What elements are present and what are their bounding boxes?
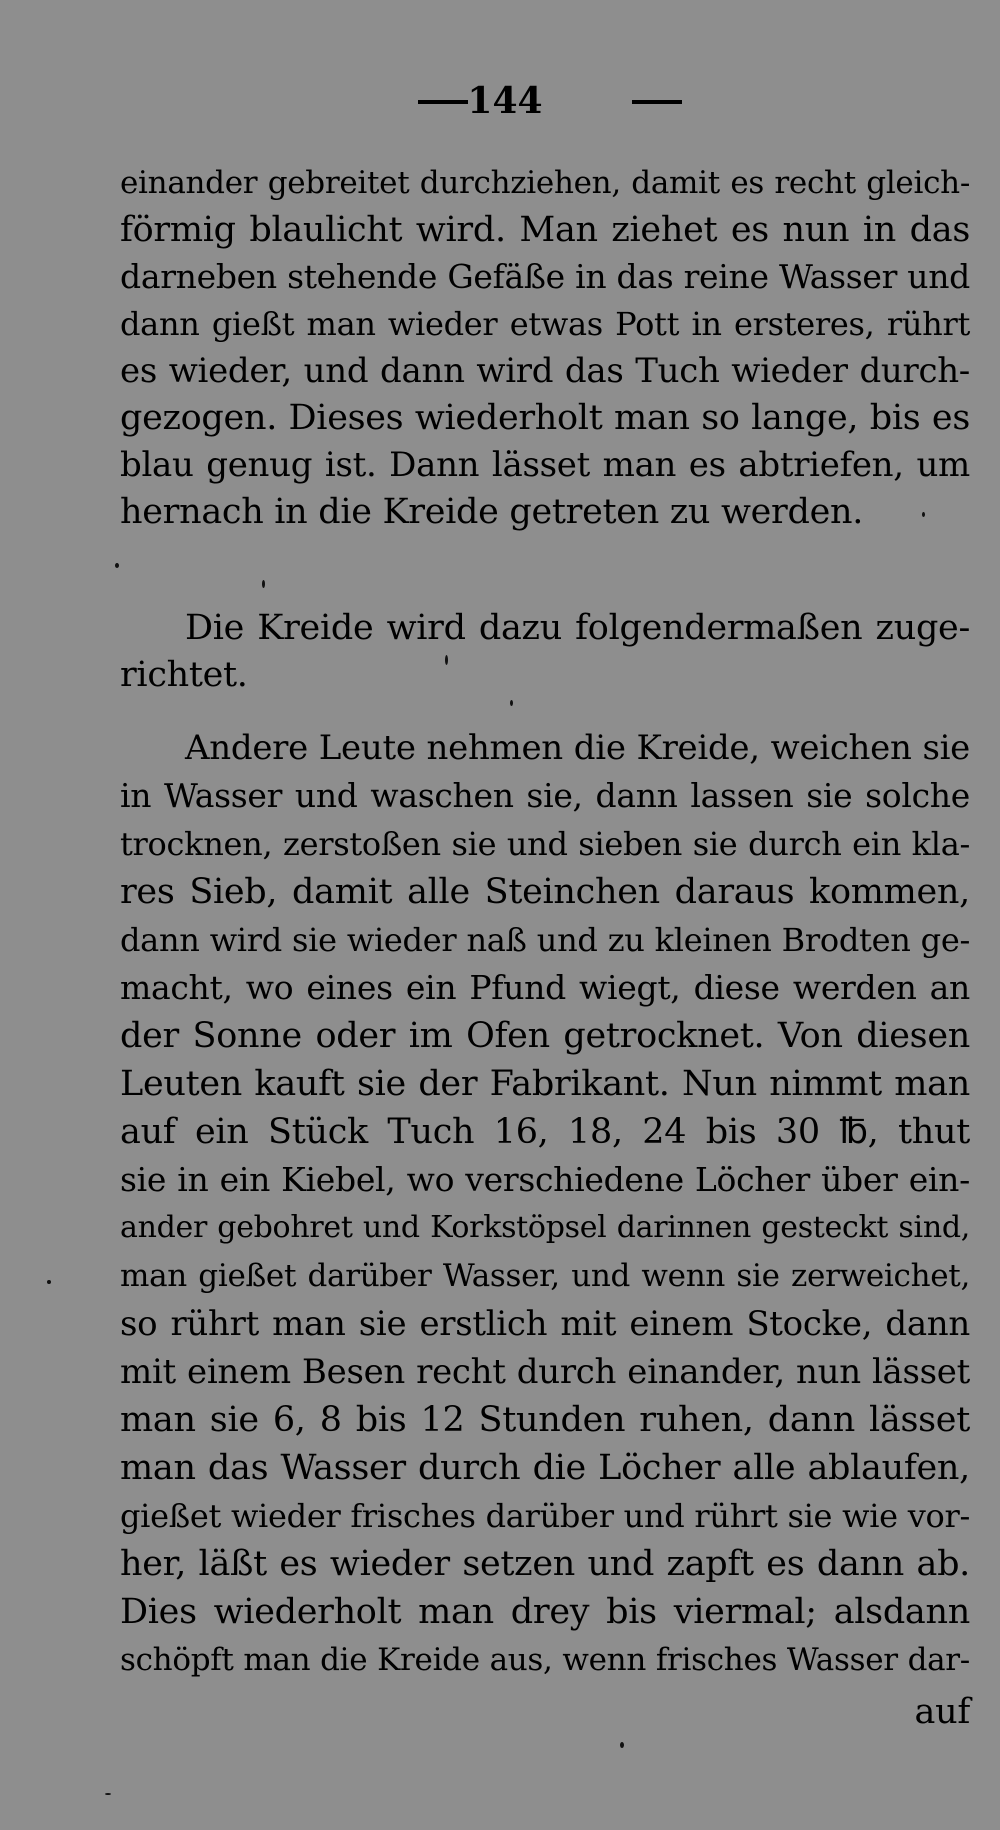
text-line: förmig blaulicht wird. Man ziehet es nun in das <box>120 210 970 250</box>
text-line: Dies wiederholt man drey bis viermal; alsdann <box>120 1592 970 1632</box>
text-line: gezogen. Dieses wiederholt man so lange, bis es <box>120 398 970 438</box>
text-line: blau genug ist. Dann lässet man es abtriefen, um <box>120 445 970 485</box>
page-number: 144 <box>467 80 543 122</box>
text-line: her, läßt es wieder setzen und zapft es dann ab. <box>120 1544 970 1584</box>
text-line: man gießet darüber Wasser, und wenn sie zerweichet, <box>120 1258 970 1294</box>
text-line: der Sonne oder im Ofen getrocknet. Von diesen <box>120 1016 970 1056</box>
text-line: Andere Leute nehmen die Kreide, weichen sie <box>185 728 970 768</box>
scan-speck <box>105 1793 111 1795</box>
text-line: man sie 6, 8 bis 12 Stunden ruhen, dann lässet <box>120 1400 970 1440</box>
text-line: so rührt man sie erstlich mit einem Stocke, dann <box>120 1304 970 1344</box>
scan-speck <box>510 700 513 706</box>
page-header <box>0 78 1000 128</box>
text-line: in Wasser und waschen sie, dann lassen sie solche <box>120 776 970 815</box>
text-line: darneben stehende Gefäße in das reine Wasser und <box>120 257 970 296</box>
text-line: Die Kreide wird dazu folgendermaßen zuge- <box>185 608 970 648</box>
scan-speck <box>922 512 925 517</box>
text-line: dann wird sie wieder naß und zu kleinen Brodten ge- <box>120 921 970 959</box>
text-line: res Sieb, damit alle Steinchen daraus kommen, <box>120 872 970 912</box>
scan-speck <box>115 563 119 568</box>
text-line: sie in ein Kiebel, wo verschiedene Löcher über ein- <box>120 1160 970 1199</box>
text-line: macht, wo eines ein Pfund wiegt, diese werden an <box>120 968 970 1007</box>
scan-speck <box>620 1742 624 1748</box>
text-line: richtet. <box>120 655 248 695</box>
text-line: man das Wasser durch die Löcher alle ablaufen, <box>120 1448 970 1488</box>
catchword: auf <box>914 1692 970 1732</box>
scan-speck <box>262 580 265 588</box>
text-line: Leuten kauft sie der Fabrikant. Nun nimmt man <box>120 1064 970 1104</box>
text-line: schöpft man die Kreide aus, wenn frisches Wasser dar- <box>120 1642 970 1678</box>
text-line: dann gießt man wieder etwas Pott in ersteres, rührt <box>120 305 970 343</box>
text-line: trocknen, zerstoßen sie und sieben sie durch ein kla- <box>120 825 970 863</box>
text-line: ander gebohret und Korkstöpsel darinnen gesteckt sind, <box>120 1210 970 1245</box>
text-line: es wieder, und dann wird das Tuch wieder durch- <box>120 351 970 391</box>
text-line: mit einem Besen recht durch einander, nun lässet <box>120 1352 970 1392</box>
text-line: gießet wieder frisches darüber und rührt sie wie vor- <box>120 1497 970 1535</box>
text-line: auf ein Stück Tuch 16, 18, 24 bis 30 ℔, thut <box>120 1112 970 1152</box>
scan-speck <box>47 1280 51 1284</box>
header-dash-right <box>632 100 682 104</box>
text-line: hernach in die Kreide getreten zu werden. <box>120 492 864 532</box>
text-line: einander gebreitet durchziehen, damit es recht gleich- <box>120 165 970 201</box>
scan-speck <box>445 655 448 665</box>
